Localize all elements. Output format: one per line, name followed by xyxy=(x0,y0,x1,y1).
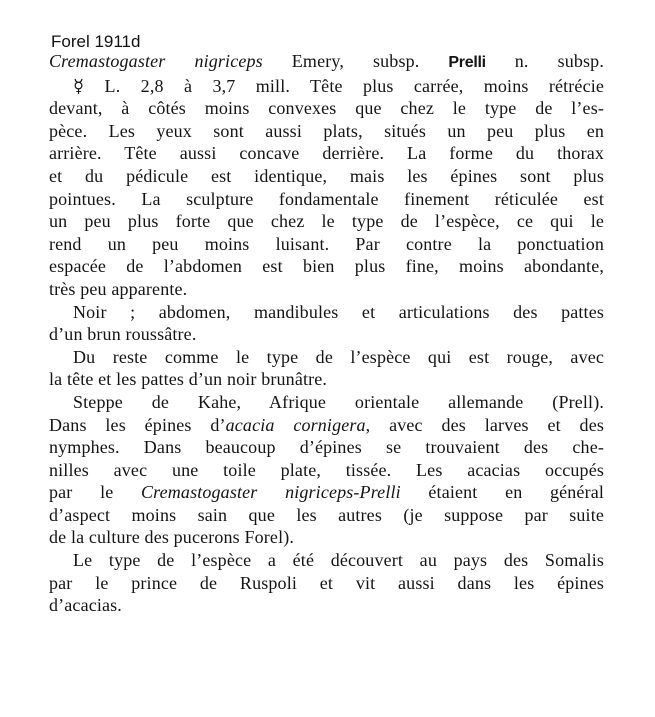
text-fragment: Dans les épines d’ xyxy=(49,414,226,435)
text-line: arrière. Tête aussi concave derrière. La forme du thorax xyxy=(49,143,604,164)
text-line: devant, à côtés moins convexes que chez le type de l’es- xyxy=(49,98,604,119)
text-line: d’acacias. xyxy=(49,595,122,616)
text-line: ☿ L. 2,8 à 3,7 mill. Tête plus carrée, moins rétrécie xyxy=(73,75,604,96)
text-line: Noir ; abdomen, mandibules et articulations des pattes xyxy=(73,301,604,322)
text-line: nymphes. Dans beaucoup d’épines se trouvaient des che- xyxy=(49,437,604,458)
text-line: la tête et les pattes d’un noir brunâtre. xyxy=(49,369,328,390)
text-line: pèce. Les yeux sont aussi plats, situés un peu plus en xyxy=(49,120,604,141)
text-line: d’un brun roussâtre. xyxy=(49,324,197,345)
species-name: Cremastogaster nigriceps xyxy=(49,51,263,71)
text-line: et du pédicule est identique, mais les épines sont plus xyxy=(49,165,604,186)
citation-label: Forel 1911d xyxy=(51,32,141,51)
text-line: rend un peu moins luisant. Par contre la ponctuation xyxy=(49,233,604,254)
taxon-name: Cremastogaster nigriceps-Prelli xyxy=(141,482,401,503)
text-line-acacia xyxy=(49,414,604,437)
title-line xyxy=(49,50,604,75)
text-line: Le type de l’espèce a été découvert au pays des Somalis xyxy=(73,550,604,571)
subspecies-name: Prelli xyxy=(448,54,486,71)
text-line: de la culture des pucerons Forel). xyxy=(49,527,295,548)
text-fragment: , avec des larves et des xyxy=(365,414,604,435)
text-line: Steppe de Kahe, Afrique orientale allemande (Prell). xyxy=(73,391,604,412)
text-line: nilles avec une toile plate, tissée. Les acacias occupés xyxy=(49,459,604,480)
subspecies-note: n. subsp. xyxy=(485,51,604,71)
text-line: d’aspect moins sain que les autres (je suppose par suite xyxy=(49,504,604,525)
text-line: espacée de l’abdomen est bien plus fine, moins abondante, xyxy=(49,256,604,277)
text-line: pointues. La sculpture fondamentale finement réticulée est xyxy=(49,188,604,209)
text-line: Du reste comme le type de l’espèce qui est rouge, avec xyxy=(73,346,604,367)
text-line-prelli xyxy=(49,481,604,504)
text-line: très peu apparente. xyxy=(49,278,188,299)
text-fragment: par le xyxy=(49,482,141,503)
plant-name: acacia cornigera xyxy=(225,414,366,435)
text-line: un peu plus forte que chez le type de l’espèce, ce qui le xyxy=(49,211,604,232)
description-text xyxy=(49,50,604,617)
text-fragment: étaient en général xyxy=(400,482,604,503)
species-author: Emery, subsp. xyxy=(262,51,449,71)
text-line: par le prince de Ruspoli et vit aussi dans les épines xyxy=(49,572,604,593)
